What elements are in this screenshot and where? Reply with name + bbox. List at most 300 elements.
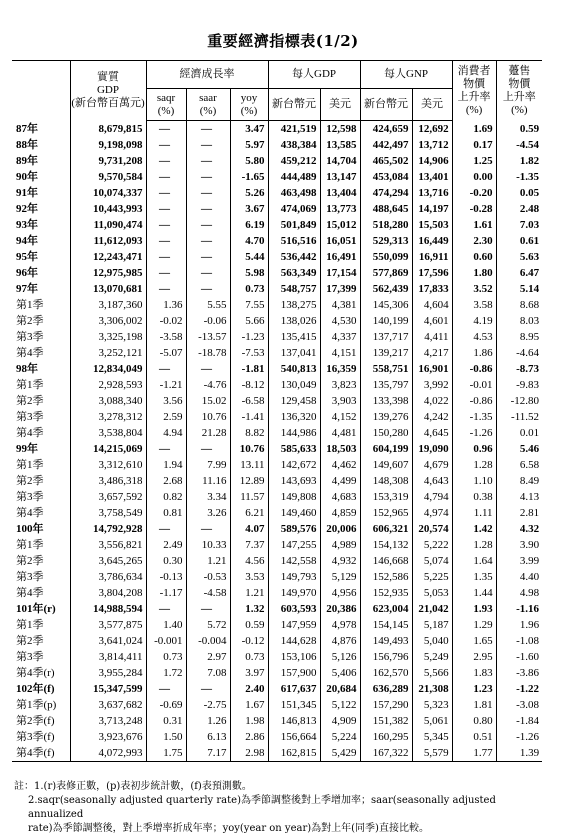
cell-saar: — (186, 441, 230, 457)
cell-gdp-ntd: 142,672 (268, 457, 320, 473)
cell-gdp-usd: 5,406 (320, 665, 360, 681)
table-row (12, 569, 542, 585)
cell-gnp-ntd: 153,319 (360, 489, 412, 505)
cell-gdp: 4,072,993 (70, 745, 146, 762)
cell-gnp-ntd: 152,586 (360, 569, 412, 585)
cell-gnp-usd: 20,574 (412, 521, 452, 537)
cell-saar: -4.76 (186, 377, 230, 393)
cell-gdp: 3,923,676 (70, 729, 146, 745)
cell-yoy: 0.59 (230, 617, 268, 633)
cell-yoy: -1.65 (230, 169, 268, 185)
cell-cpi: 1.29 (452, 617, 496, 633)
cell-saar: 10.76 (186, 409, 230, 425)
cell-gdp-ntd: 138,026 (268, 313, 320, 329)
cell-saqr: — (146, 361, 186, 377)
row-label: 第1季 (16, 539, 44, 551)
cell-saqr: 1.36 (146, 297, 186, 313)
row-label: 92年 (16, 203, 38, 215)
cell-gnp-usd: 5,249 (412, 649, 452, 665)
cell-gdp-usd: 5,129 (320, 569, 360, 585)
cell-cpi: 1.23 (452, 681, 496, 697)
cell-gnp-usd: 13,712 (412, 137, 452, 153)
cell-wpi: -1.60 (496, 649, 542, 665)
cell-gnp-usd: 5,225 (412, 569, 452, 585)
header-gdp-usd: 美元 (320, 89, 360, 121)
row-label: 第2季 (16, 555, 44, 567)
cell-gdp-ntd: 137,041 (268, 345, 320, 361)
cell-gdp-ntd: 536,442 (268, 249, 320, 265)
cell-gdp-ntd: 144,986 (268, 425, 320, 441)
cell-gdp-ntd: 162,815 (268, 745, 320, 762)
cell-gnp-usd: 4,411 (412, 329, 452, 345)
cell-wpi: 6.47 (496, 265, 542, 281)
cell-yoy: 7.55 (230, 297, 268, 313)
cell-yoy: -7.53 (230, 345, 268, 361)
cell-gdp: 3,278,312 (70, 409, 146, 425)
cell-gnp-usd: 5,579 (412, 745, 452, 762)
cell-cpi: 1.28 (452, 537, 496, 553)
cell-wpi: 8.03 (496, 313, 542, 329)
cell-gdp: 3,306,002 (70, 313, 146, 329)
cell-wpi: 1.82 (496, 153, 542, 169)
cell-wpi: -4.64 (496, 345, 542, 361)
row-label: 88年 (16, 139, 38, 151)
cell-yoy: 1.21 (230, 585, 268, 601)
cell-saar: — (186, 681, 230, 697)
cell-gdp-ntd: 149,460 (268, 505, 320, 521)
cell-gdp: 11,612,093 (70, 233, 146, 249)
page-title: 重要經濟指標表(1/2) (207, 32, 359, 50)
table-row (12, 185, 542, 201)
cell-saqr: 0.81 (146, 505, 186, 521)
cell-gdp-ntd: 501,849 (268, 217, 320, 233)
cell-saqr: -0.13 (146, 569, 186, 585)
cell-wpi: 0.01 (496, 425, 542, 441)
cell-gnp-usd: 4,679 (412, 457, 452, 473)
cell-gnp-usd: 3,992 (412, 377, 452, 393)
cell-wpi: 8.68 (496, 297, 542, 313)
cell-gdp: 3,758,549 (70, 505, 146, 521)
cell-saqr: 2.59 (146, 409, 186, 425)
header-yoy: yoy (%) (230, 89, 268, 121)
cell-gdp-ntd: 144,628 (268, 633, 320, 649)
cell-saar: — (186, 153, 230, 169)
cell-gnp-ntd: 154,132 (360, 537, 412, 553)
row-label: 第3季 (16, 411, 44, 423)
cell-gdp-ntd: 156,664 (268, 729, 320, 745)
cell-gdp: 3,486,318 (70, 473, 146, 489)
table-row (12, 601, 542, 617)
cell-gnp-usd: 4,217 (412, 345, 452, 361)
cell-gdp: 11,090,474 (70, 217, 146, 233)
table-row (12, 505, 542, 521)
row-label: 90年 (16, 171, 38, 183)
cell-cpi: 0.38 (452, 489, 496, 505)
cell-gnp-usd: 5,345 (412, 729, 452, 745)
cell-gdp: 9,731,208 (70, 153, 146, 169)
cell-saqr: 1.50 (146, 729, 186, 745)
cell-yoy: 5.98 (230, 265, 268, 281)
cell-cpi: 0.60 (452, 249, 496, 265)
cell-gdp-ntd: 589,576 (268, 521, 320, 537)
cell-yoy: -6.58 (230, 393, 268, 409)
cell-gdp: 12,243,471 (70, 249, 146, 265)
table-row (12, 521, 542, 537)
cell-saar: — (186, 169, 230, 185)
cell-gdp-ntd: 138,275 (268, 297, 320, 313)
cell-wpi: -1.84 (496, 713, 542, 729)
cell-gnp-ntd: 636,289 (360, 681, 412, 697)
cell-gnp-ntd: 152,935 (360, 585, 412, 601)
cell-gdp: 9,570,584 (70, 169, 146, 185)
cell-gdp-usd: 16,359 (320, 361, 360, 377)
row-label: 97年 (16, 283, 38, 295)
cell-gnp-ntd: 424,659 (360, 121, 412, 138)
cell-cpi: 1.28 (452, 457, 496, 473)
cell-gnp-ntd: 167,322 (360, 745, 412, 762)
cell-gdp: 14,988,594 (70, 601, 146, 617)
cell-gdp-ntd: 149,793 (268, 569, 320, 585)
cell-cpi: 4.53 (452, 329, 496, 345)
cell-saqr: — (146, 601, 186, 617)
cell-yoy: 3.97 (230, 665, 268, 681)
cell-gnp-usd: 5,222 (412, 537, 452, 553)
cell-saqr: -0.69 (146, 697, 186, 713)
cell-cpi: 0.17 (452, 137, 496, 153)
cell-saar: — (186, 281, 230, 297)
cell-yoy: 2.40 (230, 681, 268, 697)
cell-gdp: 14,215,069 (70, 441, 146, 457)
table-row (12, 649, 542, 665)
cell-gnp-ntd: 529,313 (360, 233, 412, 249)
cell-gdp-ntd: 617,637 (268, 681, 320, 697)
cell-gnp-ntd: 135,797 (360, 377, 412, 393)
table-row (12, 697, 542, 713)
cell-cpi: 1.65 (452, 633, 496, 649)
cell-gdp: 3,577,875 (70, 617, 146, 633)
cell-gdp-ntd: 516,516 (268, 233, 320, 249)
cell-wpi: 8.95 (496, 329, 542, 345)
cell-gdp-ntd: 151,345 (268, 697, 320, 713)
cell-saqr: — (146, 185, 186, 201)
header-growth: 經濟成長率 (146, 61, 268, 89)
cell-saar: — (186, 121, 230, 138)
cell-saqr: — (146, 681, 186, 697)
cell-cpi: 1.77 (452, 745, 496, 762)
cell-yoy: 1.32 (230, 601, 268, 617)
cell-gdp-usd: 5,122 (320, 697, 360, 713)
cell-gdp: 3,637,682 (70, 697, 146, 713)
cell-cpi: 1.83 (452, 665, 496, 681)
cell-gnp-usd: 5,040 (412, 633, 452, 649)
cell-gnp-ntd: 577,869 (360, 265, 412, 281)
cell-gnp-ntd: 162,570 (360, 665, 412, 681)
cell-gdp-usd: 20,006 (320, 521, 360, 537)
table-row (12, 377, 542, 393)
cell-yoy: 12.89 (230, 473, 268, 489)
cell-saar: -2.75 (186, 697, 230, 713)
cell-saqr: 1.94 (146, 457, 186, 473)
cell-gdp-ntd: 540,813 (268, 361, 320, 377)
cell-gdp-ntd: 149,970 (268, 585, 320, 601)
cell-gdp-usd: 4,956 (320, 585, 360, 601)
cell-saqr: -0.02 (146, 313, 186, 329)
row-label: 第3季 (16, 491, 44, 503)
table-row (12, 585, 542, 601)
cell-gdp: 14,792,928 (70, 521, 146, 537)
header-gnp-usd: 美元 (412, 89, 452, 121)
cell-yoy: 3.53 (230, 569, 268, 585)
cell-gnp-ntd: 146,668 (360, 553, 412, 569)
cell-gdp-ntd: 548,757 (268, 281, 320, 297)
cell-gnp-usd: 4,645 (412, 425, 452, 441)
cell-gnp-ntd: 150,280 (360, 425, 412, 441)
cell-saqr: — (146, 217, 186, 233)
table-row (12, 665, 542, 681)
cell-cpi: 1.61 (452, 217, 496, 233)
table-row (12, 393, 542, 409)
cell-gnp-usd: 13,401 (412, 169, 452, 185)
cell-yoy: 13.11 (230, 457, 268, 473)
cell-saar: 3.34 (186, 489, 230, 505)
cell-saar: 10.33 (186, 537, 230, 553)
cell-wpi: 8.49 (496, 473, 542, 489)
cell-gdp-usd: 5,224 (320, 729, 360, 745)
row-label: 102年(f) (16, 683, 55, 695)
cell-gnp-ntd: 154,145 (360, 617, 412, 633)
row-label: 95年 (16, 251, 38, 263)
cell-saar: — (186, 521, 230, 537)
cell-gdp-ntd: 146,813 (268, 713, 320, 729)
cell-saar: -4.58 (186, 585, 230, 601)
cell-gdp-usd: 14,704 (320, 153, 360, 169)
cell-cpi: -1.35 (452, 409, 496, 425)
cell-saar: 5.55 (186, 297, 230, 313)
cell-gdp-usd: 16,051 (320, 233, 360, 249)
cell-gnp-usd: 5,061 (412, 713, 452, 729)
cell-saar: -13.57 (186, 329, 230, 345)
cell-gnp-ntd: 148,308 (360, 473, 412, 489)
cell-saar: — (186, 201, 230, 217)
cell-gdp-usd: 17,154 (320, 265, 360, 281)
cell-wpi: 1.39 (496, 745, 542, 762)
cell-gdp-ntd: 135,415 (268, 329, 320, 345)
row-label: 第4季(r) (16, 667, 55, 679)
cell-yoy: 5.80 (230, 153, 268, 169)
cell-saqr: -1.21 (146, 377, 186, 393)
cell-gdp: 3,804,208 (70, 585, 146, 601)
cell-saqr: -5.07 (146, 345, 186, 361)
footnote-2: 2.saqr(seasonally adjusted quarterly rate)為季節調整後對上季增加率；saar(seasonally adjusted annualized (28, 795, 496, 820)
cell-saqr: 4.94 (146, 425, 186, 441)
cell-gdp: 3,556,821 (70, 537, 146, 553)
cell-gnp-ntd: 604,199 (360, 441, 412, 457)
footnotes (14, 780, 554, 836)
cell-wpi: -1.35 (496, 169, 542, 185)
cell-gdp-ntd: 463,498 (268, 185, 320, 201)
cell-saqr: — (146, 281, 186, 297)
cell-gdp-usd: 4,337 (320, 329, 360, 345)
cell-saar: — (186, 233, 230, 249)
cell-yoy: 5.66 (230, 313, 268, 329)
cell-gdp-usd: 20,684 (320, 681, 360, 697)
cell-gdp: 3,645,265 (70, 553, 146, 569)
cell-yoy: 2.98 (230, 745, 268, 762)
row-label: 第3季 (16, 651, 44, 663)
cell-gnp-ntd: 156,796 (360, 649, 412, 665)
cell-gnp-ntd: 442,497 (360, 137, 412, 153)
table-row (12, 233, 542, 249)
cell-saar: 7.17 (186, 745, 230, 762)
cell-yoy: -1.81 (230, 361, 268, 377)
cell-saqr: 1.72 (146, 665, 186, 681)
table-row (12, 553, 542, 569)
table-row (12, 265, 542, 281)
cell-gdp-usd: 17,399 (320, 281, 360, 297)
row-label: 第3季 (16, 331, 44, 343)
cell-wpi: 7.03 (496, 217, 542, 233)
cell-gnp-usd: 4,604 (412, 297, 452, 313)
cell-saar: — (186, 249, 230, 265)
table-row (12, 409, 542, 425)
cell-cpi: -0.01 (452, 377, 496, 393)
cell-cpi: 1.42 (452, 521, 496, 537)
cell-saqr: 1.75 (146, 745, 186, 762)
cell-gdp-usd: 16,491 (320, 249, 360, 265)
cell-gnp-ntd: 152,965 (360, 505, 412, 521)
cell-yoy: 7.37 (230, 537, 268, 553)
cell-gdp-usd: 4,876 (320, 633, 360, 649)
cell-gdp: 3,325,198 (70, 329, 146, 345)
header-gdp: 實質 GDP (新台幣百萬元) (70, 61, 146, 121)
cell-saqr: — (146, 233, 186, 249)
cell-saqr: 0.30 (146, 553, 186, 569)
cell-gdp-usd: 4,989 (320, 537, 360, 553)
cell-yoy: 5.26 (230, 185, 268, 201)
cell-saar: 3.26 (186, 505, 230, 521)
cell-saqr: — (146, 153, 186, 169)
cell-saqr: 2.49 (146, 537, 186, 553)
cell-gdp: 3,088,340 (70, 393, 146, 409)
cell-cpi: -0.20 (452, 185, 496, 201)
cell-gdp: 12,834,049 (70, 361, 146, 377)
cell-cpi: 3.58 (452, 297, 496, 313)
cell-gdp: 2,928,593 (70, 377, 146, 393)
cell-gnp-usd: 14,906 (412, 153, 452, 169)
table-row (12, 249, 542, 265)
cell-gnp-usd: 5,566 (412, 665, 452, 681)
cell-gnp-usd: 13,716 (412, 185, 452, 201)
cell-saar: -0.53 (186, 569, 230, 585)
cell-yoy: 10.76 (230, 441, 268, 457)
cell-cpi: 2.95 (452, 649, 496, 665)
cell-gnp-ntd: 157,290 (360, 697, 412, 713)
cell-gdp-usd: 13,585 (320, 137, 360, 153)
cell-yoy: 6.19 (230, 217, 268, 233)
cell-yoy: 5.97 (230, 137, 268, 153)
cell-wpi: -1.08 (496, 633, 542, 649)
cell-gnp-usd: 12,692 (412, 121, 452, 138)
cell-gdp: 10,443,993 (70, 201, 146, 217)
cell-gdp-ntd: 421,519 (268, 121, 320, 138)
row-label: 96年 (16, 267, 38, 279)
cell-cpi: -0.28 (452, 201, 496, 217)
row-label: 第4季(f) (12, 745, 70, 762)
cell-gdp-ntd: 459,212 (268, 153, 320, 169)
cell-gnp-usd: 5,323 (412, 697, 452, 713)
cell-wpi: 5.46 (496, 441, 542, 457)
cell-gdp-ntd: 147,959 (268, 617, 320, 633)
cell-wpi: -8.73 (496, 361, 542, 377)
row-label: 第2季 (16, 315, 44, 327)
cell-gnp-ntd: 558,751 (360, 361, 412, 377)
cell-saar: 7.08 (186, 665, 230, 681)
cell-gdp: 3,187,360 (70, 297, 146, 313)
cell-cpi: -0.86 (452, 393, 496, 409)
cell-saar: 5.72 (186, 617, 230, 633)
cell-saar: — (186, 265, 230, 281)
cell-gdp-ntd: 438,384 (268, 137, 320, 153)
cell-gnp-ntd: 453,084 (360, 169, 412, 185)
cell-cpi: -1.26 (452, 425, 496, 441)
cell-cpi: 1.93 (452, 601, 496, 617)
cell-yoy: 6.21 (230, 505, 268, 521)
cell-gdp-usd: 4,530 (320, 313, 360, 329)
cell-gdp-ntd: 153,106 (268, 649, 320, 665)
cell-cpi: 1.44 (452, 585, 496, 601)
cell-gnp-ntd: 133,398 (360, 393, 412, 409)
row-label: 第1季 (16, 379, 44, 391)
cell-gnp-ntd: 160,295 (360, 729, 412, 745)
cell-gdp-usd: 4,151 (320, 345, 360, 361)
cell-gnp-usd: 21,042 (412, 601, 452, 617)
cell-wpi: -4.54 (496, 137, 542, 153)
cell-gnp-usd: 21,308 (412, 681, 452, 697)
cell-gnp-usd: 16,449 (412, 233, 452, 249)
cell-wpi: -3.86 (496, 665, 542, 681)
cell-gdp-ntd: 563,349 (268, 265, 320, 281)
header-saar: saar (%) (186, 89, 230, 121)
cell-yoy: -8.12 (230, 377, 268, 393)
cell-saar: 7.99 (186, 457, 230, 473)
cell-gdp-ntd: 444,489 (268, 169, 320, 185)
cell-gnp-ntd: 562,439 (360, 281, 412, 297)
cell-wpi: -11.52 (496, 409, 542, 425)
cell-saqr: 0.73 (146, 649, 186, 665)
cell-gdp: 10,074,337 (70, 185, 146, 201)
header-year (12, 61, 70, 121)
cell-wpi: -1.22 (496, 681, 542, 697)
cell-gdp-ntd: 157,900 (268, 665, 320, 681)
cell-saqr: — (146, 249, 186, 265)
cell-cpi: 1.11 (452, 505, 496, 521)
table-body (12, 121, 542, 762)
cell-gdp-ntd: 603,593 (268, 601, 320, 617)
row-label: 99年 (16, 443, 38, 455)
table-row (12, 345, 542, 361)
cell-saar: 6.13 (186, 729, 230, 745)
cell-cpi: 0.80 (452, 713, 496, 729)
table-row (12, 201, 542, 217)
table-row (12, 681, 542, 697)
table-row (12, 169, 542, 185)
cell-gnp-ntd: 151,382 (360, 713, 412, 729)
cell-cpi: -0.86 (452, 361, 496, 377)
cell-gnp-usd: 19,090 (412, 441, 452, 457)
row-label: 93年 (16, 219, 38, 231)
cell-gnp-ntd: 474,294 (360, 185, 412, 201)
cell-yoy: 4.70 (230, 233, 268, 249)
